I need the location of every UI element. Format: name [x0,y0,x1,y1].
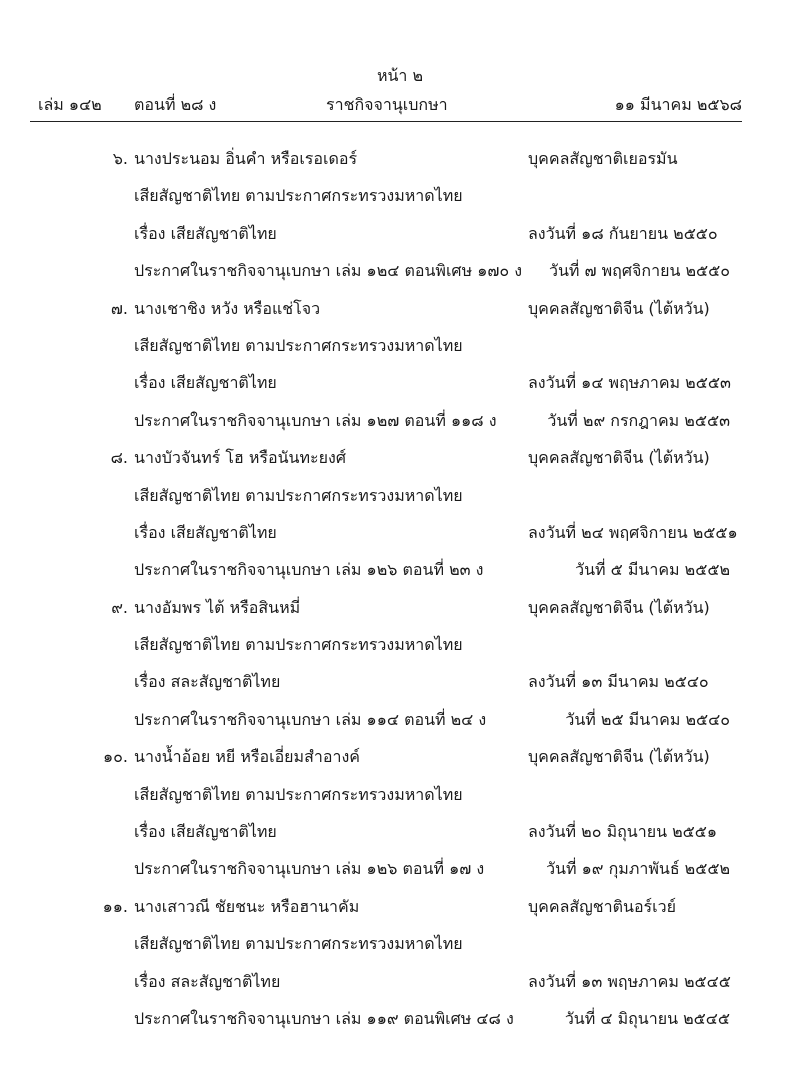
entry-signed-date: ลงวันที่ ๑๓ พฤษภาคม ๒๕๔๕ [528,971,731,991]
entry-reason: เสียสัญชาติไทย ตามประกาศกระทรวงมหาดไทย [134,335,463,355]
entry-signed-date: ลงวันที่ ๒๐ มิถุนายน ๒๕๕๑ [528,822,718,842]
entry-gazette-ref: ประกาศในราชกิจจานุเบกษา เล่ม ๑๑๔ ตอนที่ ๒๔ ง [134,709,487,729]
entry-signed-date: ลงวันที่ ๒๔ พฤศจิกายน ๒๕๕๑ [528,522,738,542]
entry-subject: เรื่อง เสียสัญชาติไทย [134,373,277,393]
entry-subject: เรื่อง เสียสัญชาติไทย [134,223,277,243]
entry-nationality: บุคคลสัญชาติจีน (ไต้หวัน) [528,597,710,617]
entry-subject: เรื่อง เสียสัญชาติไทย [134,522,277,542]
entry-gazette-date: วันที่ ๕ มีนาคม ๒๕๕๒ [575,560,730,580]
entry-number: ๑๐. [102,747,128,767]
list-item [0,439,800,589]
list-item [0,589,800,739]
entry-name: นางประนอม อิ่นคำ หรือเรอเดอร์ [134,149,358,168]
entry-number: ๙. [111,597,128,617]
header-section: ตอนที่ ๒๘ ง [134,95,217,114]
entries-list [0,140,800,1037]
entry-number: ๗. [110,298,128,318]
entry-subject: เรื่อง สละสัญชาติไทย [134,971,281,991]
header-volume: เล่ม ๑๔๒ [38,95,102,114]
entry-gazette-ref: ประกาศในราชกิจจานุเบกษา เล่ม ๑๒๗ ตอนที่ ๑๑๘ ง [134,410,497,430]
entry-reason: เสียสัญชาติไทย ตามประกาศกระทรวงมหาดไทย [134,635,463,655]
entry-nationality: บุคคลสัญชาติเยอรมัน [528,149,678,168]
list-item [0,888,800,1038]
entry-reason: เสียสัญชาติไทย ตามประกาศกระทรวงมหาดไทย [134,485,463,505]
entry-subject: เรื่อง เสียสัญชาติไทย [134,822,277,842]
entry-signed-date: ลงวันที่ ๑๘ กันยายน ๒๕๕๐ [528,223,718,243]
entry-number: ๘. [110,448,128,468]
entry-nationality: บุคคลสัญชาติจีน (ไต้หวัน) [528,448,710,468]
entry-nationality: บุคคลสัญชาติจีน (ไต้หวัน) [528,747,710,767]
entry-nationality: บุคคลสัญชาติจีน (ไต้หวัน) [528,298,710,318]
list-item [0,290,800,440]
entry-number: ๑๑. [102,896,128,916]
page-number: หน้า ๒ [376,66,424,85]
entry-subject: เรื่อง สละสัญชาติไทย [134,672,281,692]
entry-gazette-date: วันที่ ๒๙ กรกฎาคม ๒๕๕๓ [547,410,730,430]
entry-gazette-date: วันที่ ๗ พฤศจิกายน ๒๕๕๐ [548,261,730,281]
entry-name: นางบัวจันทร์ โฮ หรือนันทะยงศ์ [134,448,346,468]
list-item [0,140,800,290]
entry-reason: เสียสัญชาติไทย ตามประกาศกระทรวงมหาดไทย [134,784,463,804]
entry-reason: เสียสัญชาติไทย ตามประกาศกระทรวงมหาดไทย [134,186,463,206]
entry-signed-date: ลงวันที่ ๑๓ มีนาคม ๒๕๔๐ [528,672,709,692]
list-item [0,738,800,888]
entry-name: นางเชาชิง หวัง หรือแช่โจว [134,298,321,318]
entry-name: นางน้ำอ้อย หยี หรือเอี่ยมสำอางค์ [134,747,360,767]
entry-gazette-ref: ประกาศในราชกิจจานุเบกษา เล่ม ๑๒๖ ตอนที่ ๒๓ ง [134,560,484,580]
entry-reason: เสียสัญชาติไทย ตามประกาศกระทรวงมหาดไทย [134,934,463,954]
entry-name: นางอัมพร ไต้ หรือสินหมี่ [134,597,301,617]
entry-gazette-date: วันที่ ๔ มิถุนายน ๒๕๔๕ [564,1008,730,1028]
header-date: ๑๑ มีนาคม ๒๕๖๘ [614,95,742,114]
entry-gazette-ref: ประกาศในราชกิจจานุเบกษา เล่ม ๑๑๙ ตอนพิเศษ ๔๘ ง [134,1008,514,1028]
entry-signed-date: ลงวันที่ ๑๔ พฤษภาคม ๒๕๕๓ [528,373,731,393]
entry-number: ๖. [112,149,128,168]
header-gazette-title: ราชกิจจานุเบกษา [326,95,448,114]
gazette-header [30,93,742,115]
entry-gazette-ref: ประกาศในราชกิจจานุเบกษา เล่ม ๑๒๔ ตอนพิเศษ ๑๗๐ ง [134,261,523,281]
entry-gazette-ref: ประกาศในราชกิจจานุเบกษา เล่ม ๑๒๖ ตอนที่ ๑๗ ง [134,859,485,879]
entry-gazette-date: วันที่ ๒๕ มีนาคม ๒๕๔๐ [565,709,730,729]
header-divider [30,121,742,122]
entry-nationality: บุคคลสัญชาตินอร์เวย์ [528,896,676,916]
entry-gazette-date: วันที่ ๑๙ กุมภาพันธ์ ๒๕๕๒ [546,859,730,879]
entry-name: นางเสาวณี ชัยชนะ หรือฮานาคัม [134,896,360,916]
